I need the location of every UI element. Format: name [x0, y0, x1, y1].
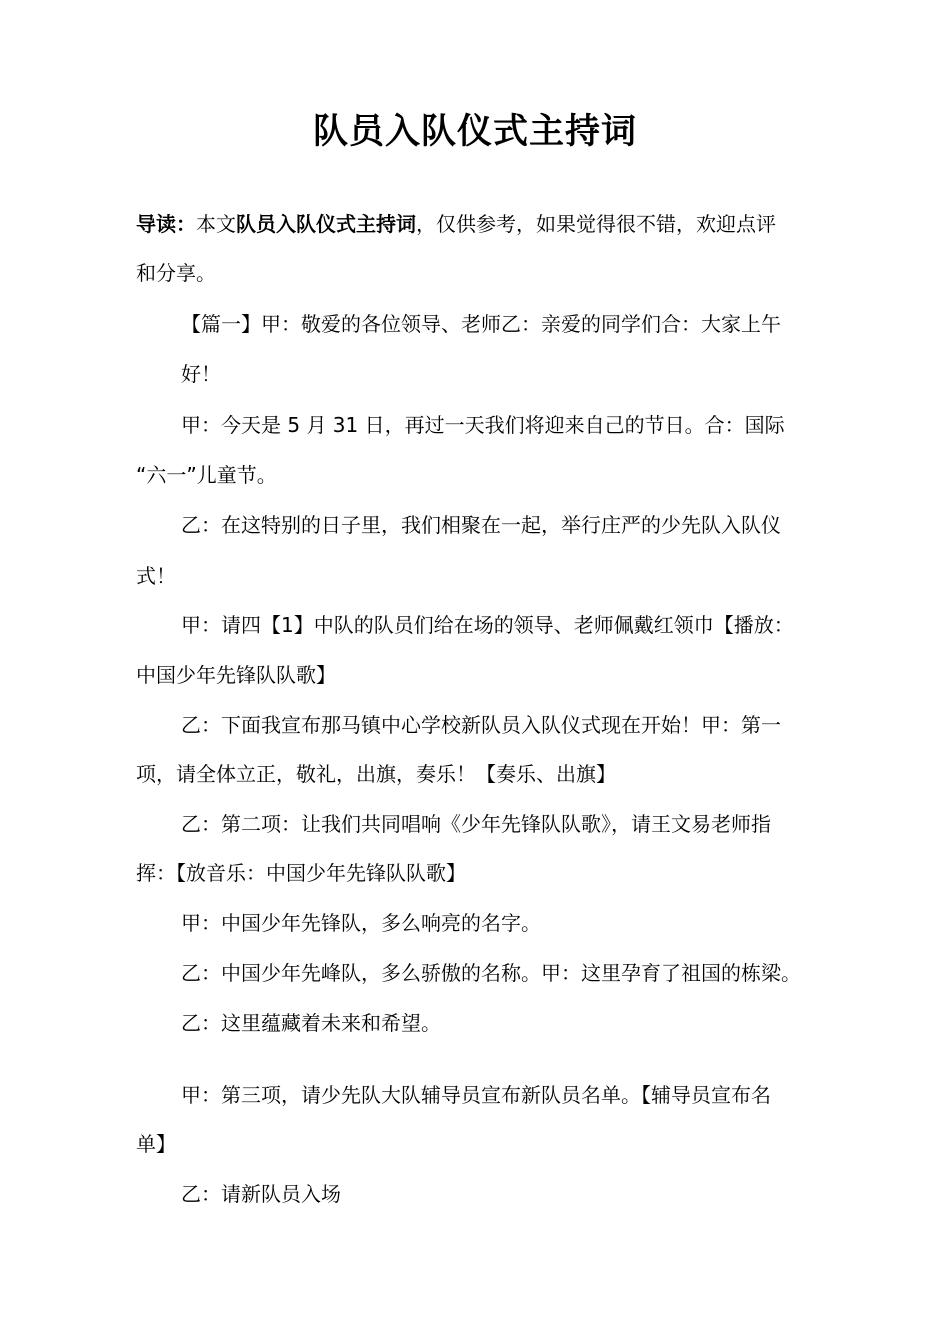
paragraph-10-line-2: 单】	[136, 1132, 176, 1156]
lead-doc-title: 队员入队仪式主持词	[236, 212, 416, 236]
lead-pre: 本文	[196, 212, 236, 236]
paragraph-3-line-1: 乙：在这特别的日子里，我们相聚在一起，举行庄严的少先队入队仪	[181, 513, 781, 537]
paragraph-1-line-2: 好！	[181, 362, 221, 386]
paragraph-9-line-1: 乙：这里蕴藏着未来和希望。	[181, 1011, 441, 1035]
lead-label: 导读：	[136, 212, 196, 236]
paragraph-4-line-2: 中国少年先锋队队歌】	[136, 663, 336, 687]
lead-line-2: 和分享。	[136, 261, 216, 285]
lead-post: ，仅供参考，如果觉得很不错，欢迎点评	[416, 212, 776, 236]
paragraph-1-line-1: 【篇一】甲：敬爱的各位领导、老师乙：亲爱的同学们合：大家上午	[181, 312, 781, 336]
paragraph-10-line-1: 甲：第三项，请少先队大队辅导员宣布新队员名单。【辅导员宣布名	[181, 1083, 771, 1107]
paragraph-6-line-2: 挥：【放音乐：中国少年先锋队队歌】	[136, 861, 466, 885]
paragraph-2-line-2: “六一”儿童节。	[136, 463, 277, 487]
paragraph-3-line-2: 式！	[136, 564, 176, 588]
lead-line-1	[136, 210, 776, 238]
paragraph-6-line-1: 乙：第二项：让我们共同唱响《少年先锋队队歌》，请王文易老师指	[181, 812, 771, 836]
paragraph-8-line-1: 乙：中国少年先峰队，多么骄傲的名称。甲：这里孕育了祖国的栋梁。	[181, 961, 801, 985]
paragraph-5-line-1: 乙：下面我宣布那马镇中心学校新队员入队仪式现在开始！甲：第一	[181, 713, 781, 737]
paragraph-2-line-1: 甲：今天是 5 月 31 日，再过一天我们将迎来自己的节日。合：国际	[181, 413, 785, 437]
paragraph-7-line-1: 甲：中国少年先锋队，多么响亮的名字。	[181, 911, 541, 935]
paragraph-4-line-1: 甲：请四【1】中队的队员们给在场的领导、老师佩戴红领巾【播放：	[181, 613, 794, 637]
paragraph-5-line-2: 项，请全体立正，敬礼，出旗，奏乐！【奏乐、出旗】	[136, 762, 616, 786]
paragraph-11-line-1: 乙：请新队员入场	[181, 1182, 341, 1206]
document-title: 队员入队仪式主持词	[312, 112, 637, 152]
